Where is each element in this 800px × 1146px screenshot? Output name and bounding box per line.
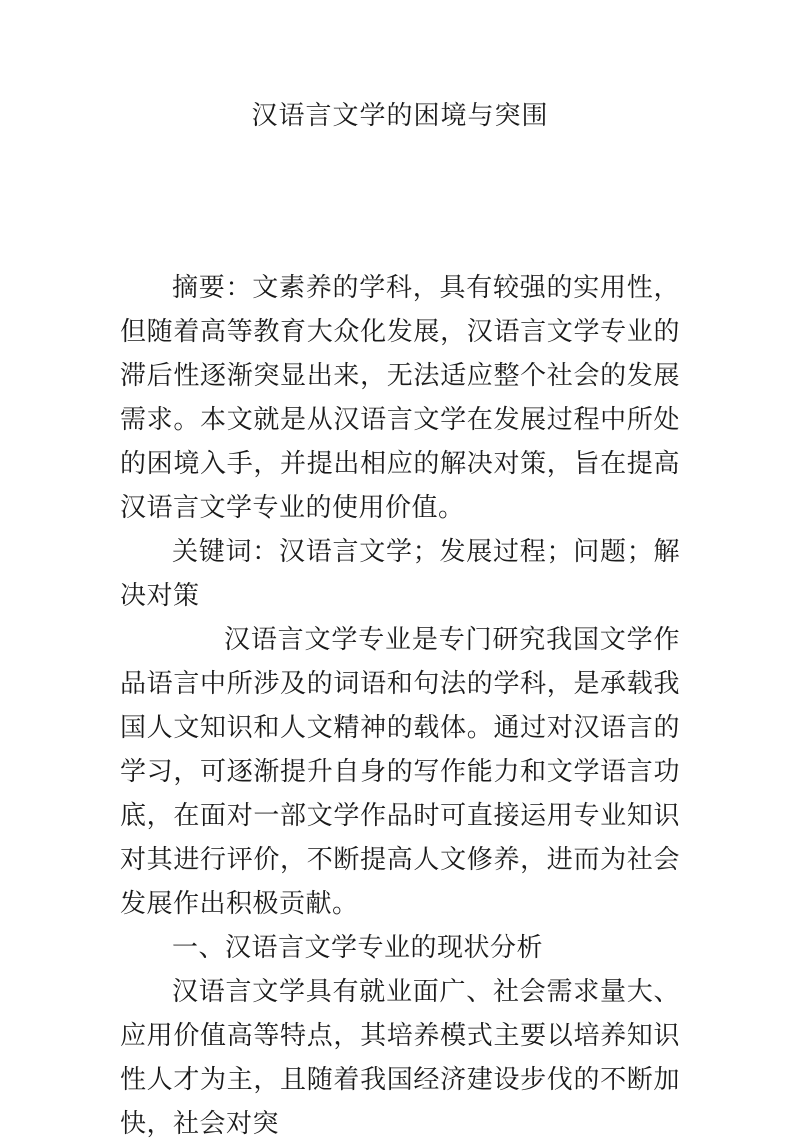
keywords-paragraph: 关键词：汉语言文学；发展过程；问题；解决对策 xyxy=(120,537,680,611)
intro-paragraph: 汉语言文学专业是专门研究我国文学作品语言中所涉及的词语和句法的学科，是承载我国人文知识和人文精神的载体。通过对汉语言的学习，可逐渐提升自身的写作能力和文学语言功底，在面对一部文学作品时可直接运用专业知识对其进行评价，不断提高人文修养，进而为社会发展作出积极贡献。 xyxy=(120,625,680,919)
document-body xyxy=(120,266,680,1146)
section-heading: 一、汉语言文学专业的现状分析 xyxy=(172,933,544,963)
section-paragraph: 汉语言文学具有就业面广、社会需求量大、应用价值高等特点，其培养模式主要以培养知识性人才为主，且随着我国经济建设步伐的不断加快，社会对突 xyxy=(120,977,680,1139)
abstract-paragraph: 摘要：文素养的学科，具有较强的实用性，但随着高等教育大众化发展，汉语言文学专业的滞后性逐渐突显出来，无法适应整个社会的发展需求。本文就是从汉语言文学在发展过程中所处的困境入手，并提出相应的解决对策，旨在提高汉语言文学专业的使用价值。 xyxy=(120,273,680,523)
document-title: 汉语言文学的困境与突围 xyxy=(251,101,549,131)
